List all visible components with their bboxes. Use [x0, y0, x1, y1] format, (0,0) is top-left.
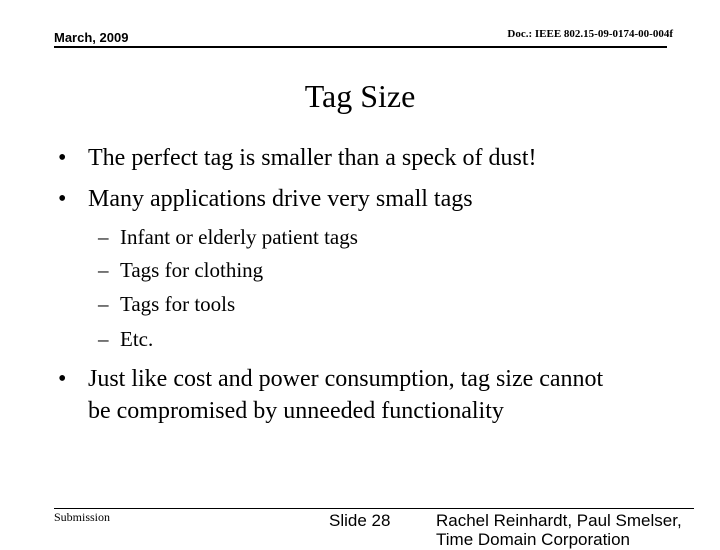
bullet-text: Many applications drive very small tags — [88, 186, 473, 212]
sub-bullet-marker: – — [98, 327, 109, 351]
footer-submission: Submission — [54, 510, 111, 524]
sub-bullet-text: Etc. — [120, 327, 154, 351]
bullet-text: The perfect tag is smaller than a speck of dust! — [88, 145, 537, 171]
sub-bullet-text: Infant or elderly patient tags — [120, 225, 358, 249]
bullet-text-line1: Just like cost and power consumption, tag size cannot — [88, 366, 604, 392]
header-divider — [54, 46, 667, 48]
sub-bullet-marker: – — [98, 225, 109, 249]
bullet-text-line2: be compromised by unneeded functionality — [88, 398, 504, 424]
bullet-marker: • — [58, 366, 67, 392]
sub-bullet-text: Tags for clothing — [120, 258, 264, 282]
bullet-marker: • — [58, 186, 67, 212]
header-document-id: Doc.: IEEE 802.15-09-0174-00-004f — [507, 28, 673, 40]
sub-bullet-marker: – — [98, 292, 109, 316]
footer-organization: Time Domain Corporation — [436, 530, 630, 549]
footer-authors: Rachel Reinhardt, Paul Smelser, — [436, 511, 682, 530]
sub-bullet-marker: – — [98, 258, 109, 282]
slide-title: Tag Size — [304, 78, 416, 114]
header-date: March, 2009 — [54, 30, 129, 45]
footer-divider — [54, 508, 694, 509]
sub-bullet-text: Tags for tools — [120, 292, 236, 316]
bullet-marker: • — [58, 145, 67, 171]
footer-slide-number: Slide 28 — [329, 511, 391, 530]
